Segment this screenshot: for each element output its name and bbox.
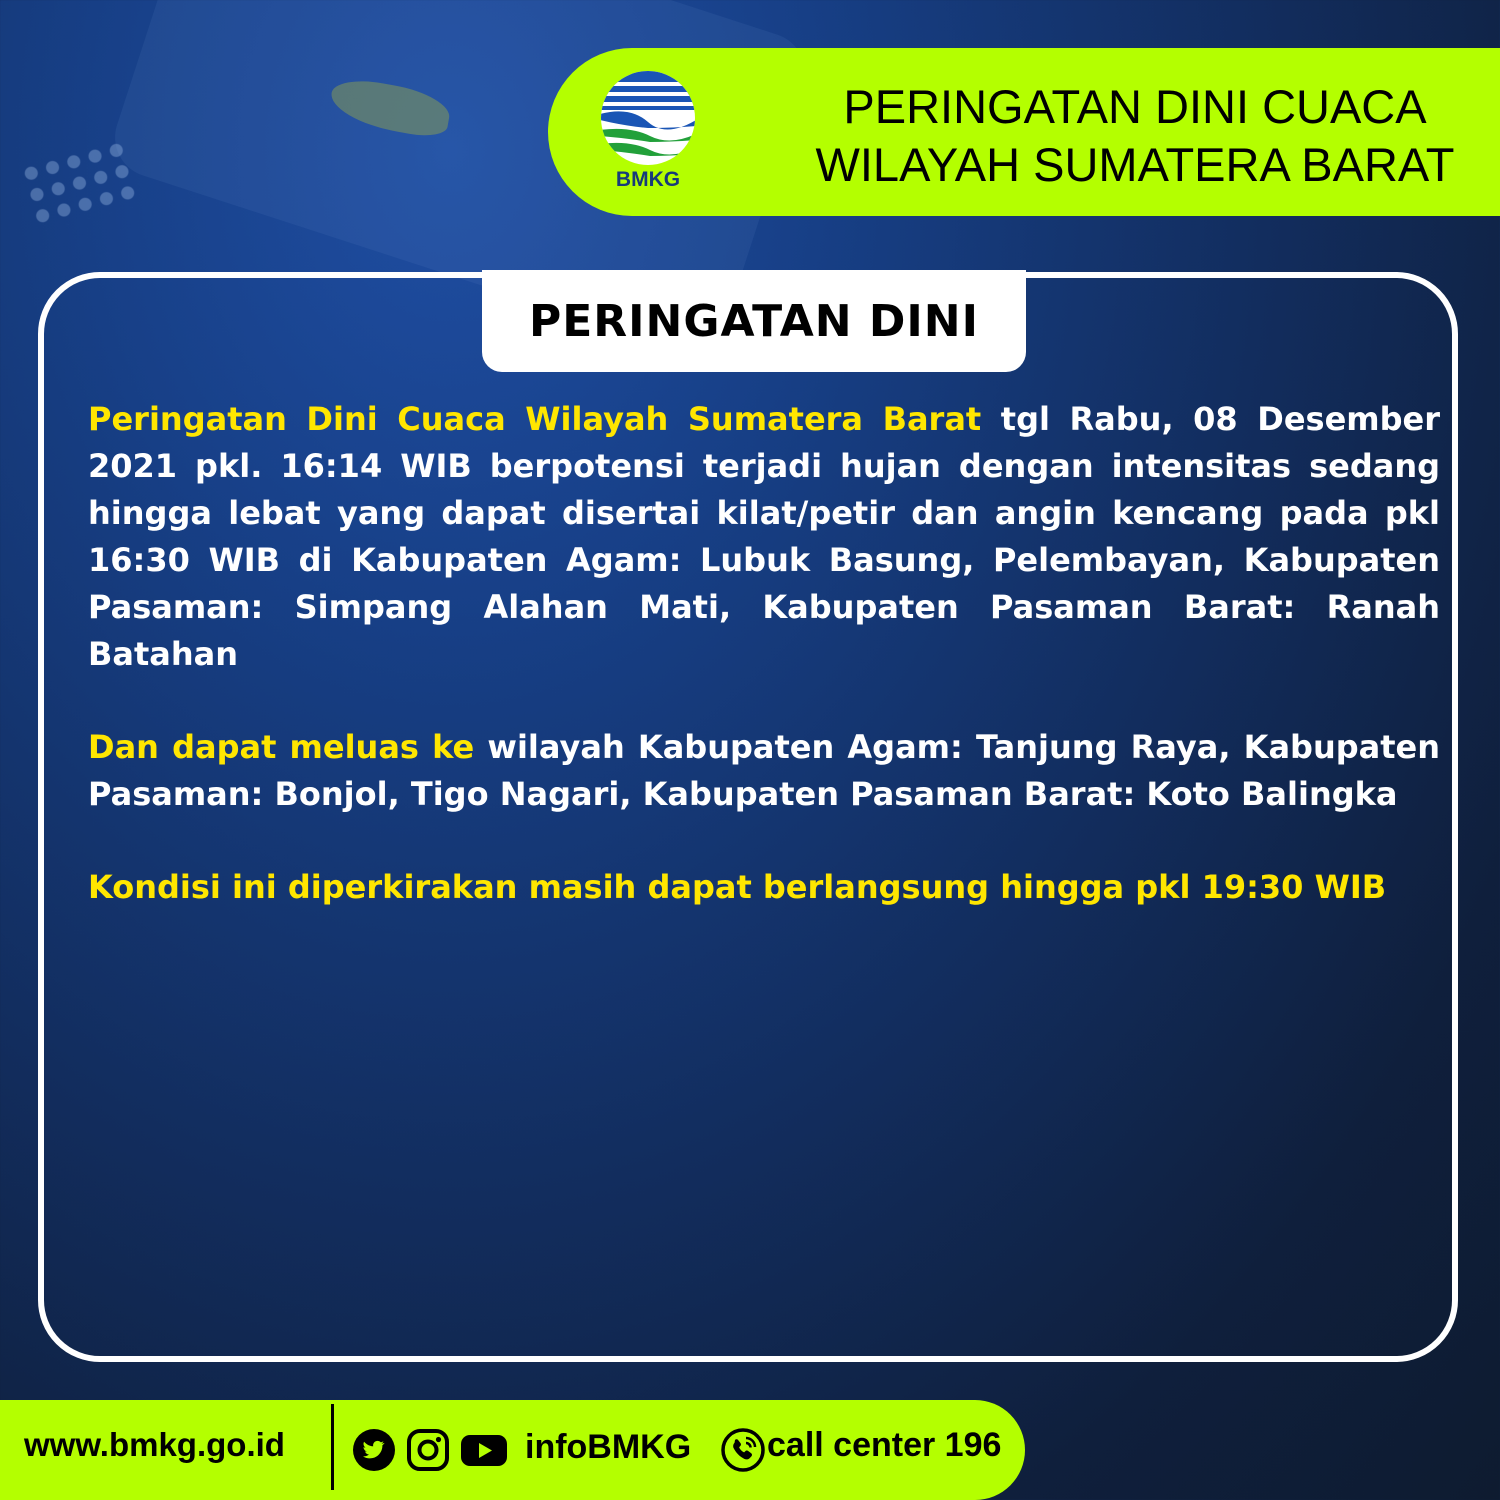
bmkg-logo xyxy=(600,70,696,194)
page-title xyxy=(790,78,1480,194)
footer-divider xyxy=(331,1404,334,1490)
logo-text: BMKG xyxy=(615,168,681,191)
title-line-2: WILAYAH SUMATERA BARAT xyxy=(815,138,1455,191)
phone-icon xyxy=(721,1428,765,1472)
paragraph-2-text: wilayah Kabupaten Agam: Tanjung Raya, Kabupaten Pasaman: Bonjol, Tigo Nagari, Kabupaten Pasaman Barat: Koto Balingka xyxy=(88,728,1440,813)
paragraph-2-highlight: Dan dapat meluas ke xyxy=(88,728,475,766)
youtube-icon[interactable] xyxy=(460,1428,508,1472)
website-link[interactable]: www.bmkg.go.id xyxy=(24,1426,285,1463)
warning-paragraph-3 xyxy=(88,864,1440,911)
warning-paragraph-1 xyxy=(88,396,1440,678)
bmkg-emblem-icon xyxy=(600,70,696,166)
panel-tab-label: PERINGATAN DINI xyxy=(528,295,979,347)
paragraph-1-highlight: Peringatan Dini Cuaca Wilayah Sumatera Barat xyxy=(88,400,982,438)
warning-paragraph-2 xyxy=(88,724,1440,818)
paragraph-3-highlight: Kondisi ini diperkirakan masih dapat berlangsung hingga pkl 19:30 WIB xyxy=(88,868,1387,906)
background-dots-decoration xyxy=(18,137,142,233)
paragraph-1-text: tgl Rabu, 08 Desember 2021 pkl. 16:14 WIB berpotensi terjadi hujan dengan intensitas sedang hingga lebat yang dapat disertai kilat/petir dan angin kencang pada pkl 16:30 WIB di Kabupaten Agam: Lubuk Basung, Pelembayan, Kabupaten Pasaman: Simpang Alahan Mati, Kabupaten Pasaman Barat: Ranah Batahan xyxy=(88,400,1441,673)
twitter-icon[interactable] xyxy=(352,1428,396,1472)
title-line-1: PERINGATAN DINI CUACA xyxy=(843,80,1427,133)
panel-tab xyxy=(482,270,1026,372)
call-center-label[interactable]: call center 196 xyxy=(767,1426,1002,1464)
warning-content xyxy=(88,396,1440,957)
social-handle[interactable]: infoBMKG xyxy=(525,1428,692,1466)
instagram-icon[interactable] xyxy=(406,1428,450,1472)
